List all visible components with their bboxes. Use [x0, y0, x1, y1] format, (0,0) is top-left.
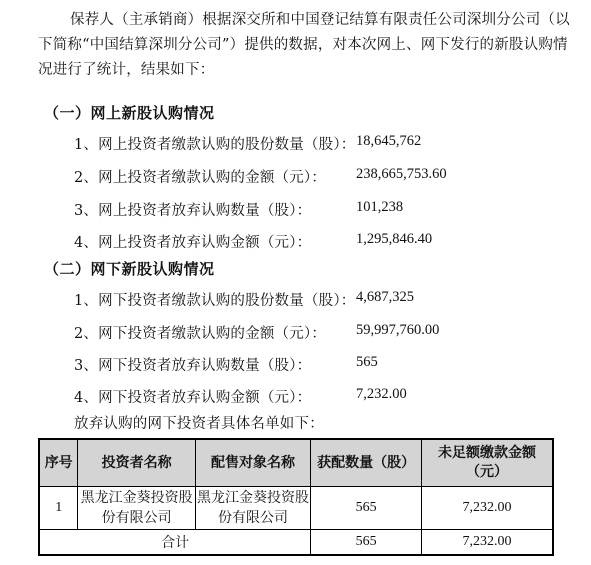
online-section-title: （一）网上新股认购情况	[44, 104, 215, 122]
total-label: 合计	[39, 530, 311, 556]
table-row	[39, 487, 553, 530]
online-item-label: 4、网上投资者放弃认购金额（元）：	[74, 235, 312, 251]
offline-item-label: 2、网下投资者缴款认购的金额（元）：	[74, 326, 327, 342]
offline-section-title: （二）网下新股认购情况	[44, 260, 215, 278]
cell-unpaid-amount: 7,232.00	[421, 487, 553, 530]
online-item-label: 2、网上投资者缴款认购的金额（元）：	[74, 170, 327, 186]
table-total-row	[39, 530, 553, 556]
header-allotted-qty: 获配数量（股）	[311, 439, 422, 487]
header-placement-name: 配售对象名称	[195, 439, 310, 487]
table-header-row	[39, 439, 553, 487]
header-serial: 序号	[39, 439, 78, 487]
header-unpaid-amount-line2: （元）	[465, 464, 508, 480]
online-item-label: 3、网上投资者放弃认购数量（股）：	[74, 203, 312, 219]
online-item-value: 238,665,753.60	[356, 166, 447, 182]
online-item-value: 18,645,762	[356, 133, 422, 149]
header-investor-name: 投资者名称	[78, 439, 195, 487]
cell-placement-name: 黑龙江金葵投资股份有限公司	[195, 487, 310, 530]
abandon-list-intro: 放弃认购的网下投资者具体名单如下：	[74, 416, 324, 432]
offline-item-value: 59,997,760.00	[356, 322, 440, 338]
cell-investor-name: 黑龙江金葵投资股份有限公司	[78, 487, 195, 530]
online-item-value: 1,295,846.40	[356, 231, 433, 247]
header-unpaid-amount	[421, 439, 553, 487]
offline-item-value: 565	[356, 354, 378, 370]
abandon-investor-table	[38, 438, 554, 556]
header-unpaid-amount-line1: 未足额缴款金额	[437, 445, 536, 461]
online-item-label: 1、网上投资者缴款认购的股份数量（股）：	[74, 137, 356, 153]
offline-item-label: 3、网下投资者放弃认购数量（股）：	[74, 358, 312, 374]
total-unpaid-amount: 7,232.00	[421, 530, 553, 556]
offline-item-label: 4、网下投资者放弃认购金额（元）：	[74, 390, 312, 406]
online-item-value: 101,238	[356, 199, 404, 215]
offline-item-label: 1、网下投资者缴款认购的股份数量（股）：	[74, 293, 356, 309]
cell-allotted-qty: 565	[311, 487, 422, 530]
intro-paragraph: 保荐人（主承销商）根据深交所和中国登记结算有限责任公司深圳分公司（以下简称“中国结算深圳分公司”）提供的数据，对本次网上、网下发行的新股认购情况进行了统计，结果如下：	[38, 12, 570, 78]
offline-item-value: 4,687,325	[356, 289, 414, 305]
offline-item-value: 7,232.00	[356, 386, 407, 402]
cell-serial: 1	[39, 487, 78, 530]
total-allotted-qty: 565	[311, 530, 422, 556]
